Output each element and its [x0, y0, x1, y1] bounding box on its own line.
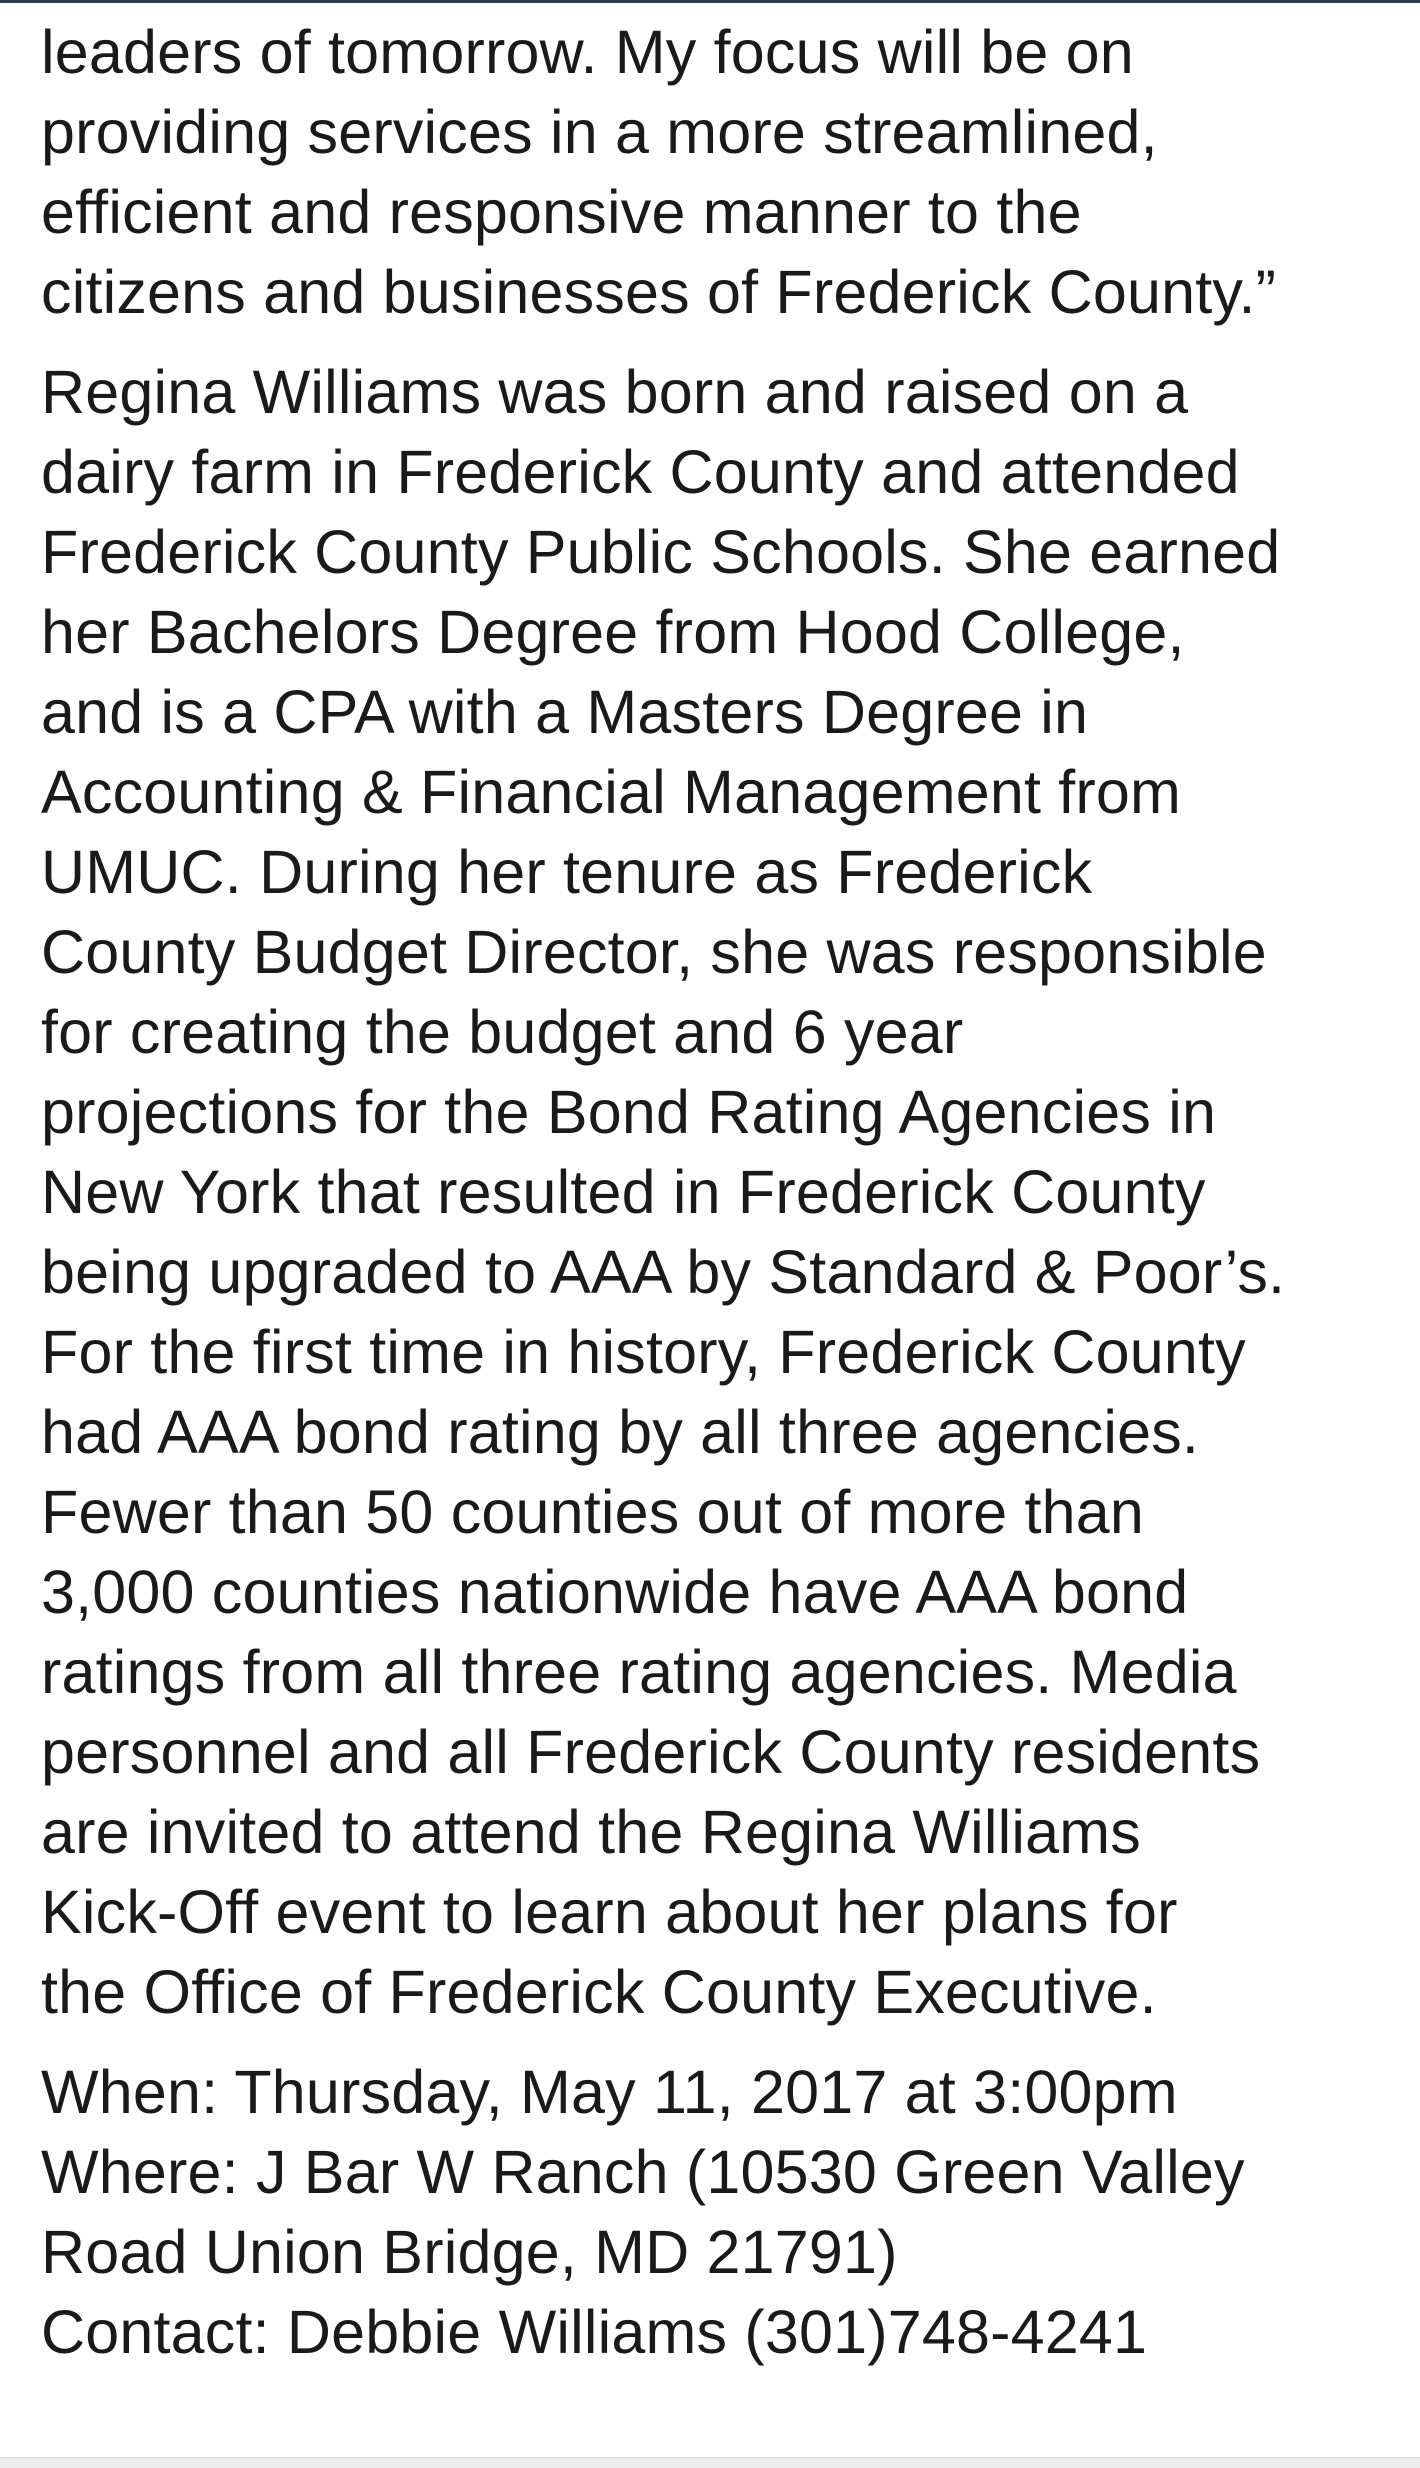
text-line: are invited to attend the Regina Williams	[41, 1798, 1141, 1866]
text-line: her Bachelors Degree from Hood College,	[41, 598, 1185, 666]
text-line: leaders of tomorrow. My focus will be on	[41, 18, 1134, 86]
text-line: and is a CPA with a Masters Degree in	[41, 678, 1089, 746]
text-line: 3,000 counties nationwide have AAA bond	[41, 1558, 1189, 1626]
text-line: ratings from all three rating agencies. Media	[41, 1638, 1237, 1706]
text-line: For the first time in history, Frederick County	[41, 1318, 1246, 1386]
top-divider	[0, 0, 1420, 3]
paragraph-biography	[41, 352, 1396, 2032]
text-line: for creating the budget and 6 year	[41, 998, 964, 1066]
text-line: UMUC. During her tenure as Frederick	[41, 838, 1093, 906]
text-line: being upgraded to AAA by Standard & Poor’s.	[41, 1238, 1286, 1306]
text-line: citizens and businesses of Frederick County.”	[41, 258, 1277, 326]
text-line: the Office of Frederick County Executive.	[41, 1958, 1157, 2026]
paragraph-quote-ending	[41, 12, 1396, 332]
text-line: Fewer than 50 counties out of more than	[41, 1478, 1145, 1546]
text-line: Regina Williams was born and raised on a	[41, 358, 1189, 426]
event-when: When: Thursday, May 11, 2017 at 3:00pm	[41, 2058, 1178, 2126]
text-line: projections for the Bond Rating Agencies in	[41, 1078, 1217, 1146]
event-details	[41, 2052, 1396, 2372]
event-where-continued: Road Union Bridge, MD 21791)	[41, 2218, 898, 2286]
event-contact: Contact: Debbie Williams (301)748-4241	[41, 2298, 1148, 2366]
text-line: County Budget Director, she was responsible	[41, 918, 1267, 986]
text-line: dairy farm in Frederick County and attended	[41, 438, 1240, 506]
text-line: New York that resulted in Frederick County	[41, 1158, 1206, 1226]
text-line: Frederick County Public Schools. She earned	[41, 518, 1281, 586]
text-line: efficient and responsive manner to the	[41, 178, 1082, 246]
bottom-edge-bar	[0, 2457, 1420, 2468]
article-body	[41, 12, 1396, 2372]
text-line: Kick-Off event to learn about her plans for	[41, 1878, 1178, 1946]
text-line: personnel and all Frederick County residents	[41, 1718, 1261, 1786]
event-where: Where: J Bar W Ranch (10530 Green Valley	[41, 2138, 1245, 2206]
text-line: Accounting & Financial Management from	[41, 758, 1182, 826]
text-line: had AAA bond rating by all three agencies.	[41, 1398, 1200, 1466]
text-line: providing services in a more streamlined,	[41, 98, 1158, 166]
